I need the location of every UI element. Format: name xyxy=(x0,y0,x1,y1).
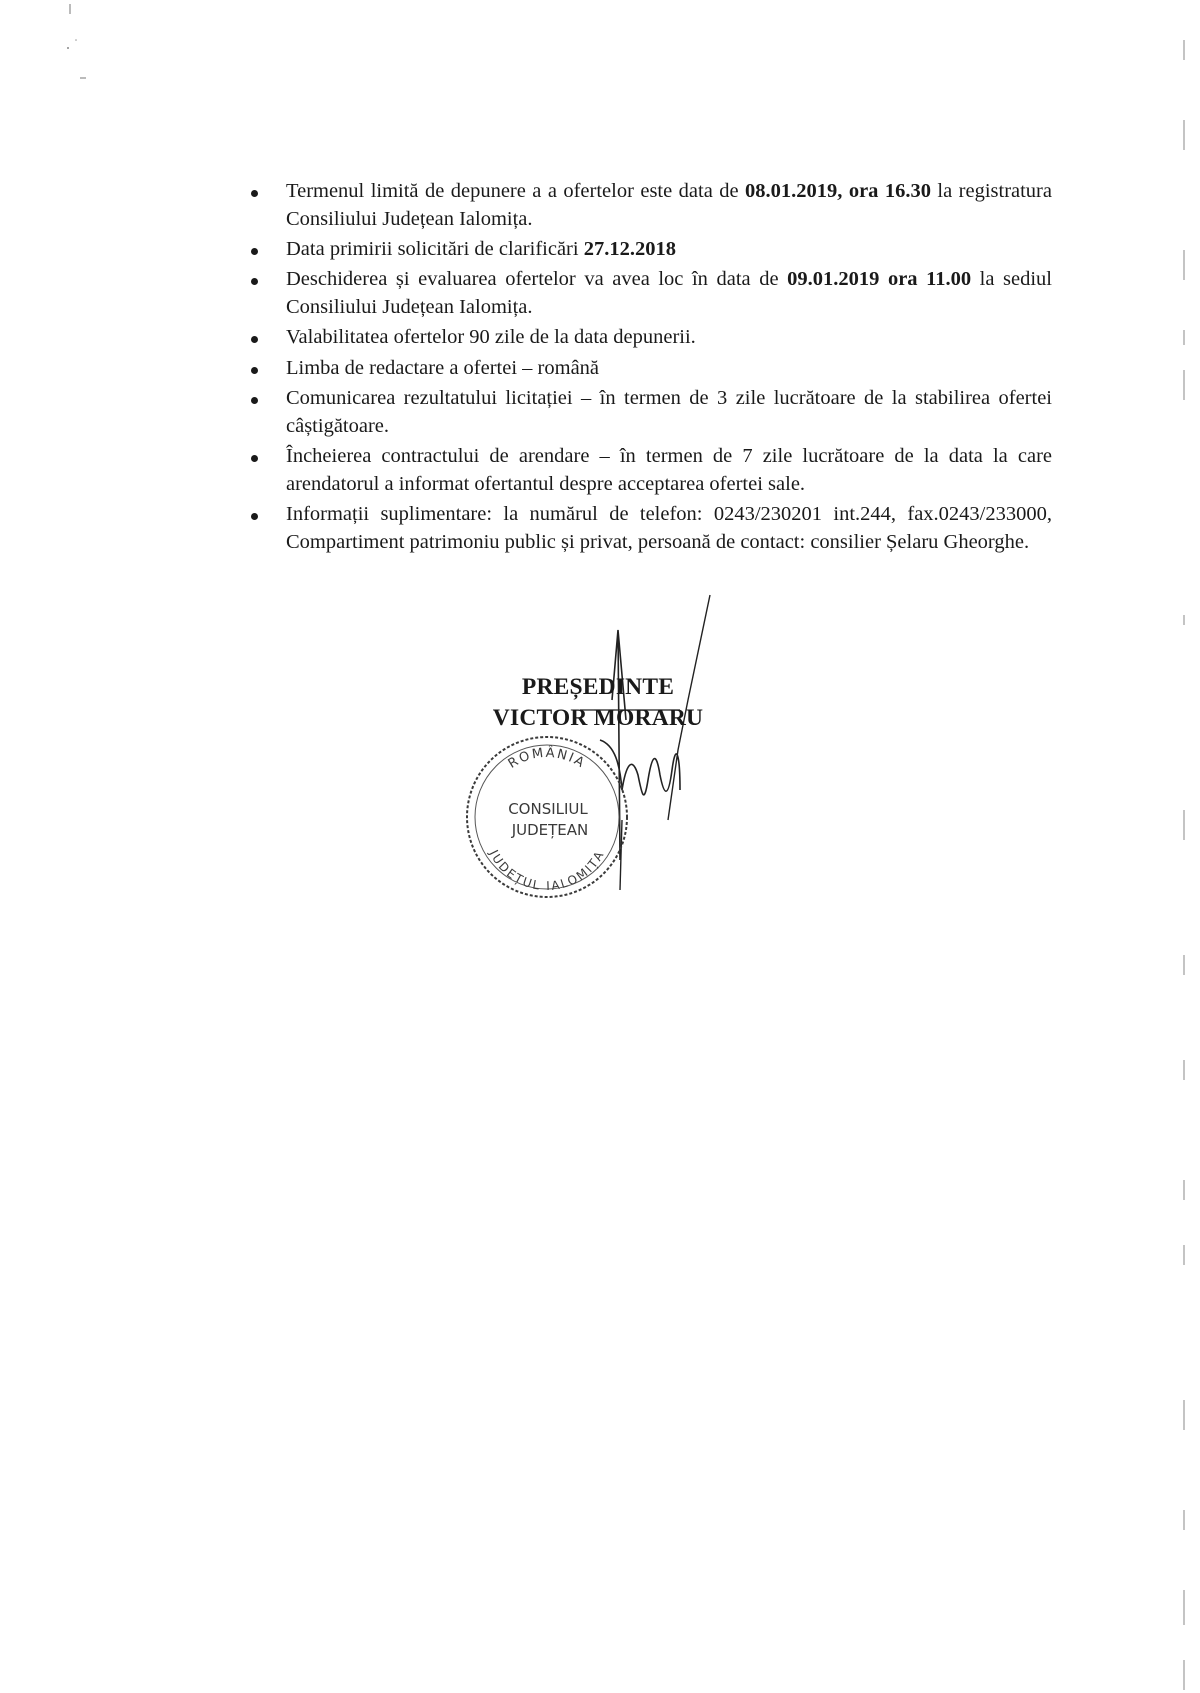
svg-text:ROMÂNIA xyxy=(506,745,589,772)
bullet-icon xyxy=(251,336,258,343)
condition-item xyxy=(245,178,1052,234)
condition-highlight: 27.12.2018 xyxy=(583,238,676,261)
bullet-icon xyxy=(251,190,258,197)
condition-item xyxy=(245,266,1052,322)
stamp-lower-text: JUDEȚEAN xyxy=(511,821,589,839)
condition-text: Deschiderea și evaluarea ofertelor va avea loc în data de xyxy=(286,268,788,291)
stamp-middle-text: CONSILIUL xyxy=(508,800,588,818)
official-stamp xyxy=(462,732,632,902)
bullet-icon xyxy=(251,513,258,520)
condition-text: Informații suplimentare: la numărul de telefon: 0243/230201 int.244, fax.0243/233000, Compartiment patrimoniu public și privat, persoană de contact: consilier Șelaru Gheorghe. xyxy=(286,503,1052,554)
signatory-name: VICTOR MORARU xyxy=(492,705,704,731)
conditions-list xyxy=(245,178,1052,557)
condition-item xyxy=(245,324,1052,352)
scan-edge-marks xyxy=(1174,0,1194,1693)
signature-block xyxy=(448,672,748,734)
condition-text: la registratura Consiliului Județean Ialomița. xyxy=(286,180,1052,230)
bullet-icon xyxy=(251,367,258,374)
stamp-top-text: ROMÂNIA xyxy=(505,745,589,772)
condition-item xyxy=(245,443,1052,499)
condition-highlight: 08.01.2019, ora 16.30 xyxy=(745,180,931,202)
condition-text: Limba de redactare a ofertei – română xyxy=(286,356,600,379)
condition-item xyxy=(245,236,1052,264)
condition-text: Încheierea contractului de arendare – în termen de 7 zile lucrătoare de la data la care arendatorul a informat ofertantul despre acceptarea ofertei sale. xyxy=(286,445,1052,495)
condition-item xyxy=(245,501,1052,557)
bullet-icon xyxy=(251,455,258,462)
condition-text: Data primirii solicitări de clarificări xyxy=(286,238,584,261)
bullet-icon xyxy=(251,248,258,255)
condition-item xyxy=(245,385,1052,441)
bullet-icon xyxy=(251,278,258,285)
bullet-icon xyxy=(251,397,258,404)
condition-text: Comunicarea rezultatului licitației – în termen de 3 zile lucrătoare de la stabilirea ofertei câștigătoare. xyxy=(286,387,1052,437)
condition-text: Termenul limită de depunere a a ofertelor este data de xyxy=(286,180,746,202)
condition-text: Valabilitatea ofertelor 90 zile de la data depunerii. xyxy=(286,326,696,349)
signatory-title: PREȘEDINTE xyxy=(521,674,675,700)
condition-highlight: 09.01.2019 ora 11.00 xyxy=(787,268,972,291)
stamp-bottom-text: JUDEȚUL IALOMIȚA xyxy=(486,847,608,894)
scan-specks xyxy=(60,0,120,90)
condition-item xyxy=(245,355,1052,383)
condition-text: la sediul Consiliului Județean Ialomița. xyxy=(286,268,1053,319)
